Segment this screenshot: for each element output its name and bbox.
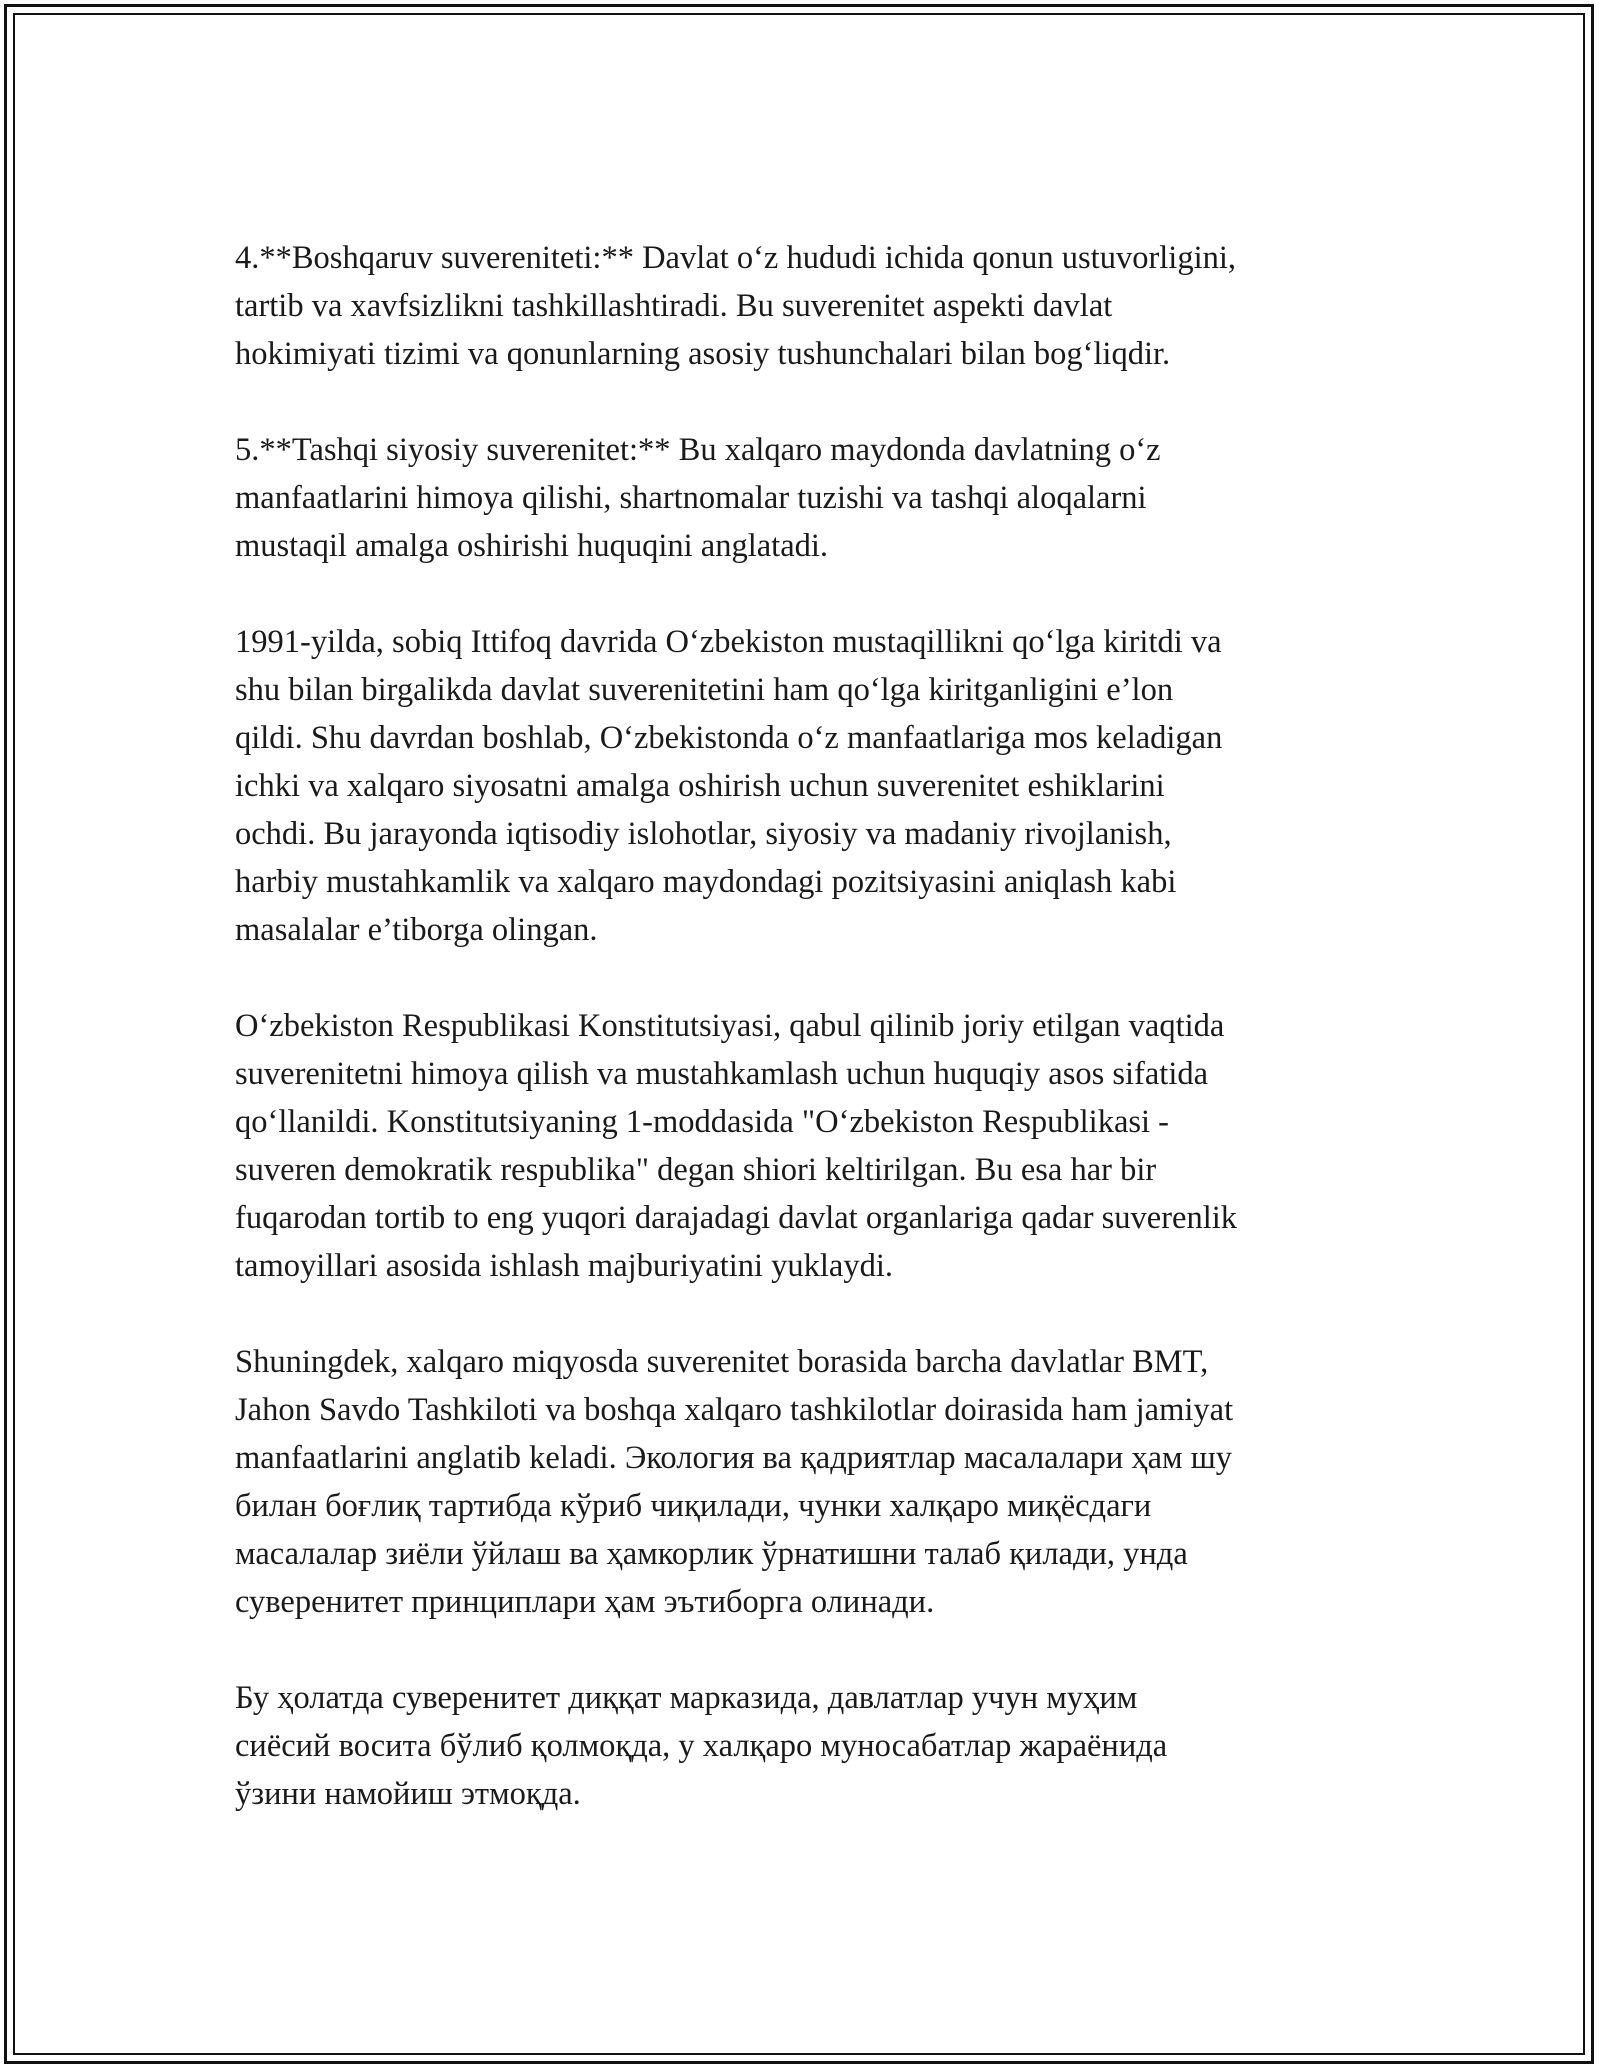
- paragraph-international-organizations: Shuningdek, xalqaro miqyosda suverenitet borasida barcha davlatlar BMT, Jahon Savdo Tashkiloti va boshqa xalqaro tashkilotlar doirasida ham jamiyat manfaatlarini anglatib keladi. Экология ва қадриятлар масалалари ҳам шу билан боғлиқ тартибда кўриб чиқилади, чунки халқаро миқёсдаги масалалар зиёли ўйлаш ва ҳамкорлик ўрнатишни талаб қилади, унда суверенитет принциплари ҳам эътиборга олинади.: [235, 1344, 1234, 1620]
- paragraph-governance-sovereignty: 4.**Boshqaruv suvereniteti:** Davlat o‘z hududi ichida qonun ustuvorligini, tartib va xavfsizlikni tashkillashtiradi. Bu suverenitet aspekti davlat hokimiyati tizimi va qonunlarning asosiy tushunchalari bilan bog‘liqdir.: [235, 240, 1237, 372]
- document-body: [235, 234, 1375, 1866]
- paragraph-conclusion: Бу ҳолатда суверенитет диққат марказида, давлатлар учун муҳим сиёсий восита бўлиб қолмоқда, у халқаро муносабатлар жараёнида ўзини намойиш этмоқда.: [235, 1680, 1168, 1812]
- paragraph-foreign-policy-sovereignty: 5.**Tashqi siyosiy suverenitet:** Bu xalqaro maydonda davlatning o‘z manfaatlarini himoya qilishi, shartnomalar tuzishi va tashqi aloqalarni mustaqil amalga oshirishi huquqini anglatadi.: [235, 432, 1161, 564]
- paragraph-independence-1991: 1991-yilda, sobiq Ittifoq davrida O‘zbekiston mustaqillikni qo‘lga kiritdi va shu bilan birgalikda davlat suverenitetini ham qo‘lga kiritganligini e’lon qildi. Shu davrdan boshlab, O‘zbekistonda o‘z manfaatlariga mos keladigan ichki va xalqaro siyosatni amalga oshirish uchun suverenitet eshiklarini ochdi. Bu jarayonda iqtisodiy islohotlar, siyosiy va madaniy rivojlanish, harbiy mustahkamlik va xalqaro maydondagi pozitsiyasini aniqlash kabi masalalar e’tiborga olingan.: [235, 624, 1223, 948]
- paragraph-constitution: O‘zbekiston Respublikasi Konstitutsiyasi, qabul qilinib joriy etilgan vaqtida suverenitetni himoya qilish va mustahkamlash uchun huquqiy asos sifatida qo‘llanildi. Konstitutsiyaning 1-moddasida "O‘zbekiston Respublikasi - suveren demokratik respublika" degan shiori keltirilgan. Bu esa har bir fuqarodan tortib to eng yuqori darajadagi davlat organlariga qadar suverenlik tamoyillari asosida ishlash majburiyatini yuklaydi.: [235, 1008, 1238, 1284]
